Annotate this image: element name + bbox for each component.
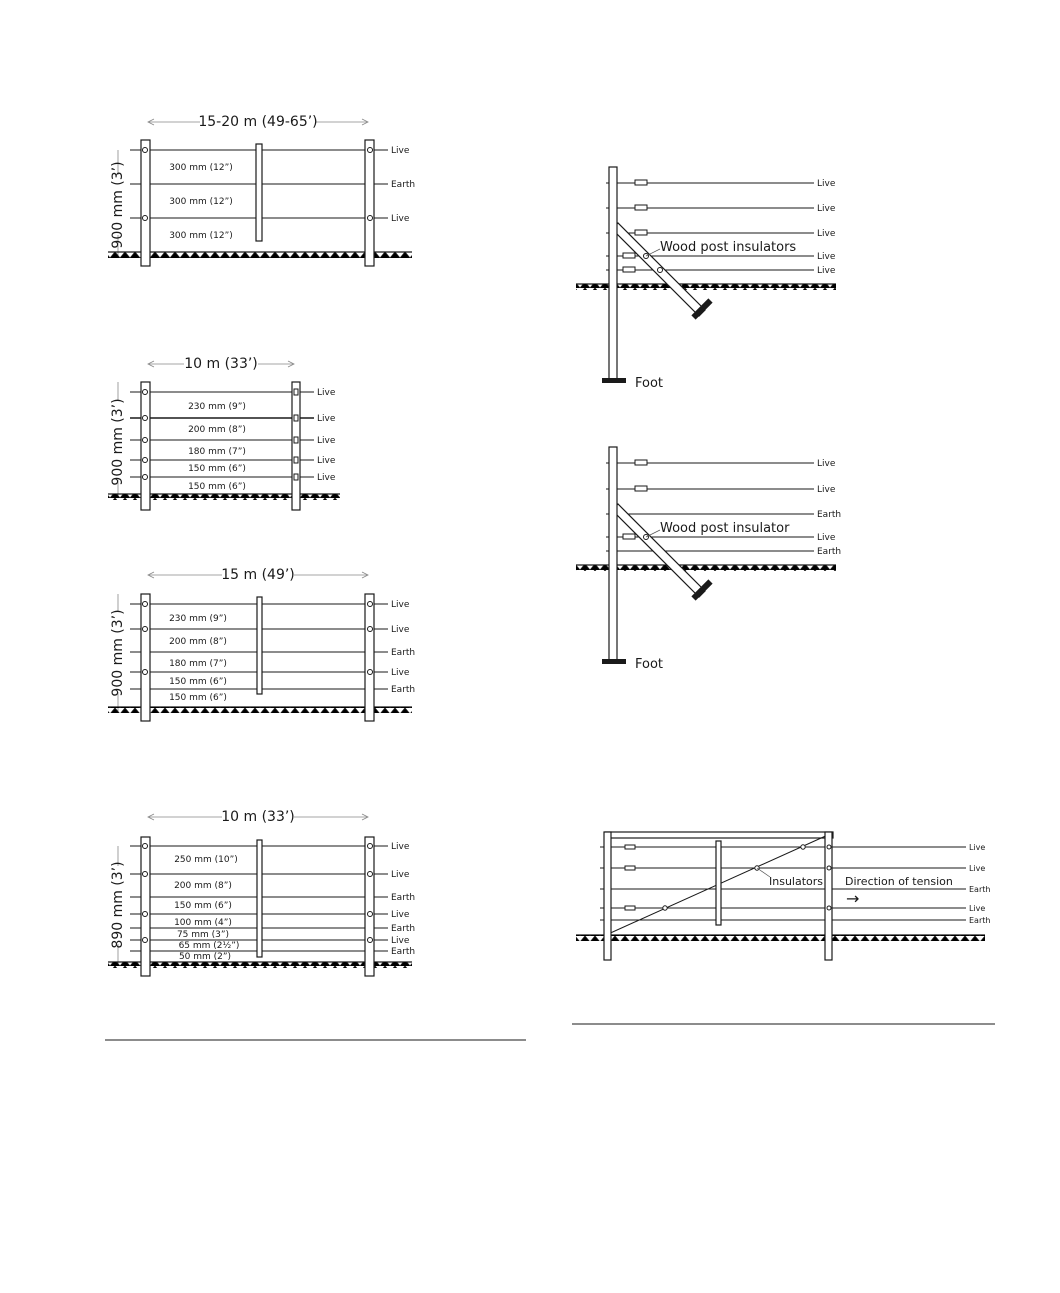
spacing-label: 100 mm (4”) [174,918,232,928]
insulator [143,416,148,421]
wire-label: Live [969,843,986,852]
insulator [143,390,148,395]
insulator-callout: Wood post insulator [660,521,790,536]
wire-label: Live [817,533,836,543]
wire-label: Earth [817,510,842,520]
wire-label: Live [817,252,836,262]
insulator [143,670,148,675]
wire-label: Live [391,668,410,678]
post-left [604,832,611,960]
insulator [143,844,148,849]
wire-label: Live [391,870,410,880]
tension-label: Direction of tension [845,875,953,888]
spacing-label: 150 mm (6”) [188,482,246,492]
dropper [257,597,262,694]
strain-insulator [623,253,635,258]
spacing-label: 230 mm (9”) [188,402,246,412]
insulator [368,912,373,917]
wire-label: Live [391,600,410,610]
wire-label: Live [817,179,836,189]
wire-label: Earth [391,180,416,190]
spacing-label: 150 mm (6”) [188,464,246,474]
spacing-label: 200 mm (8”) [174,881,232,891]
strain-insulator [623,534,635,539]
insulator [368,938,373,943]
dropper [256,144,262,241]
insulator [827,845,831,849]
wire-label: Earth [969,916,991,925]
insulator [143,912,148,917]
insulator [294,474,298,480]
end-post-right [365,837,374,976]
end-post-right [365,140,374,266]
spacing-label: 230 mm (9”) [169,614,227,624]
wire-label: Live [817,485,836,495]
wire-label: Live [817,204,836,214]
spacing-label: 75 mm (3”) [176,930,230,940]
diagram-2-five-wire-fence [108,356,340,510]
insulator [368,872,373,877]
span-label: 15-20 m (49-65’) [198,114,318,130]
strain-insulator [625,845,635,849]
diagram-6-end-strain-post-mixed [576,447,841,672]
insulator [294,415,298,421]
wire-label: Earth [817,547,842,557]
dropper [716,841,721,925]
strain-insulator [635,205,647,210]
wire-label: Live [317,456,336,466]
spacing-label: 150 mm (6”) [174,901,232,911]
wire-label: Live [391,146,410,156]
insulator [143,872,148,877]
wire-label: Live [391,910,410,920]
wire-label: Live [317,436,336,446]
spacing-label: 150 mm (6”) [169,677,227,687]
end-post-right [292,382,300,510]
wire-label: Live [391,936,410,946]
strain-insulator [625,906,635,910]
wire-label: Live [817,229,836,239]
insulator [827,906,831,910]
insulators-callout: Insulators [769,875,824,888]
end-post-left [141,382,150,510]
spacing-label: 250 mm (10”) [174,855,238,865]
insulator [294,437,298,443]
span-label: 10 m (33’) [221,809,295,825]
insulator-callout: Wood post insulators [660,240,797,255]
wire-label: Live [391,214,410,224]
spacing-label: 300 mm (12”) [169,197,233,207]
wire-label: Live [317,414,336,424]
strain-insulator [635,460,647,465]
strain-insulator [623,267,635,272]
insulator [294,389,298,395]
wire-label: Live [317,388,336,398]
top-rail [605,832,833,838]
strain-insulator [635,486,647,491]
spacing-label: 300 mm (12”) [169,163,233,173]
wire-label: Earth [391,648,416,658]
span-label: 15 m (49’) [221,567,295,583]
height-label: 900 mm (3’) [110,398,126,486]
strain-post [609,447,617,660]
insulator [143,475,148,480]
end-post-left [141,140,150,266]
height-label: 900 mm (3’) [110,609,126,697]
spacing-label: 300 mm (12”) [169,231,233,241]
insulator [368,148,373,153]
diagram-4-seven-wire-fence [108,809,415,976]
tension-arrow: → [846,889,860,908]
end-post-left [141,594,150,721]
post-foot [602,378,626,383]
insulator [368,627,373,632]
spacing-label: 200 mm (8”) [188,425,246,435]
insulator [827,866,831,870]
strain-post [609,167,617,380]
insulator [368,844,373,849]
insulator [143,627,148,632]
diagram-1-three-wire-fence [108,114,415,266]
wire-label: Earth [391,947,416,957]
spacing-label: 180 mm (7”) [188,447,246,457]
spacing-label: 180 mm (7”) [169,659,227,669]
insulator [143,938,148,943]
strain-insulator [635,180,647,185]
end-post-right [365,594,374,721]
wire-label: Earth [969,885,991,894]
diagram-3-five-wire-mixed-fence [108,567,415,721]
post-foot [602,659,626,664]
insulator [143,438,148,443]
wire-label: Live [817,459,836,469]
wire-label: Earth [391,893,416,903]
insulator [143,216,148,221]
foot-label: Foot [635,376,664,391]
strain-insulator [625,866,635,870]
height-label: 890 mm (3’) [110,861,126,949]
foot-label: Foot [635,657,664,672]
insulator [294,457,298,463]
insulator [368,216,373,221]
ground-hatch [576,935,985,941]
insulator [663,906,667,910]
wire-label: Live [817,266,836,276]
wood-post-insulator [658,268,663,273]
diagram-5-end-strain-post [576,167,836,391]
height-label: 900 mm (3’) [110,161,126,249]
wire-label: Live [317,473,336,483]
spacing-label: 150 mm (6”) [169,693,227,703]
insulator [801,845,805,849]
insulator [143,148,148,153]
wire-label: Live [391,842,410,852]
wire-label: Earth [391,924,416,934]
end-post-left [141,837,150,976]
wire-label: Earth [391,685,416,695]
insulator [143,458,148,463]
wire-label: Live [391,625,410,635]
wire-label: Live [969,864,986,873]
wire-label: Live [969,904,986,913]
dropper [257,840,262,957]
insulator [368,670,373,675]
strain-insulator [635,230,647,235]
spacing-label: 200 mm (8”) [169,637,227,647]
insulator [143,602,148,607]
post-right [825,832,832,960]
span-label: 10 m (33’) [184,356,258,372]
insulator [368,602,373,607]
spacing-label: 50 mm (2”) [178,952,232,962]
spacing-label: 65 mm (2½”) [178,941,240,951]
diagram-7-strainer-assembly [576,832,990,960]
